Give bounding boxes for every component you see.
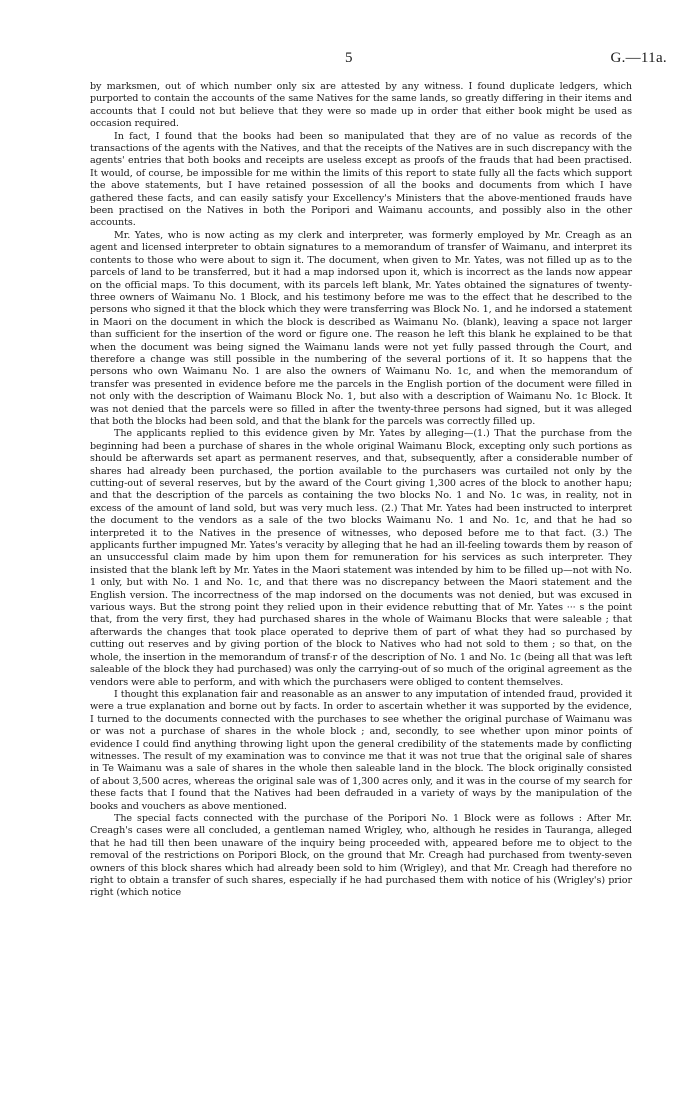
paragraph: by marksmen, out of which number only six are attested by any witness. I found duplicate ledgers, which purported to contain the accounts of the same Natives for the same lands, so greatly differing in their items and accounts that I could not but believe that they were so made up in order that either book might be used as occasion required. (90, 81, 632, 130)
paragraph: The special facts connected with the purchase of the Poripori No. 1 Block were as follows : After Mr. Creagh's cases were all concluded, a gentleman named Wrigley, who, although he resides in Tauranga, alleged that he had till then been unaware of the inquiry being proceeded with, appeared before me to object to the removal of the restrictions on Poripori Block, on the ground that Mr. Creagh had purchased from twenty-seven owners of this block shares which had already been sold to him (Wrigley), and that Mr. Creagh had therefore no right to obtain a transfer of such shares, especially if he had purchased them with notice of his (Wrigley's) prior right (which notice (90, 812, 632, 899)
page-header (0, 50, 700, 74)
body-text (90, 81, 632, 900)
paragraph: The applicants replied to this evidence given by Mr. Yates by alleging—(1.) That the purchase from the beginning had been a purchase of shares in the whole original Waimanu Block, excepting only such portions as should be afterwards set apart as permanent reserves, and that, subsequently, after a considerable number of shares had already been purchased, the portion available to the purchasers was curtailed not only by the cutting-out of several reserves, but by the award of the Court giving 1,300 acres of the block to another hapu; and that the description of the parcels as containing the two blocks No. 1 and No. 1c was, in reality, not in excess of the amount of land sold, but was very much less. (2.) That Mr. Yates had been instructed to interpret the document to the vendors as a sale of the two blocks Waimanu No. 1 and No. 1c, and that he had so interpreted it to the Natives in the presence of witnesses, who deposed before me to that fact. (3.) The applicants further impugned Mr. Yates's veracity by alleging that he had an ill-feeling towards them by reason of an unsuccessful claim made by him upon them for remuneration for his services as such interpreter. They insisted that the blank left by Mr. Yates in the Maori statement was intended by him to be filled up—not with No. 1 only, but with No. 1 and No. 1c, and that there was no discrepancy between the Maori statement and the English version. The incorrectness of the map indorsed on the documents was not denied, but was excused in various ways. But the strong point they relied upon in their evidence rebutting that of Mr. Yates ··· s the point that, from the very first, they had purchased shares in the whole of Waimanu Blocks that were saleable ; that afterwards the changes that took place operated to deprive them of part of what they had so purchased by cutting out reserves and by giving portion of the block to Natives who had not sold to them ; so that, on the whole, the insertion in the memorandum of transf·r of the description of No. 1 and No. 1c (being all that was left saleable of the block they had purchased) was only the carrying-out of so much of the original agreement as the vendors were able to perform, and with which the purchasers were obliged to content themselves. (90, 428, 632, 688)
page-number: 5 (345, 50, 353, 66)
paragraph: In fact, I found that the books had been so manipulated that they are of no value as records of the transactions of the agents with the Natives, and that the receipts of the Natives are in such discrepancy with the agents' entries that both books and receipts are useless except as proofs of the frauds that had been practised. It would, of course, be impossible for me within the limits of this report to state fully all the facts which support the above statements, but I have retained possession of all the books and documents from which I have gathered these facts, and can easily satisfy your Excellency's Ministers that the above-mentioned frauds have been practised on the Natives in both the Poripori and Waimanu accounts, and possibly also in the other accounts. (90, 130, 632, 229)
document-reference: G.—11a. (610, 50, 667, 66)
paragraph: I thought this explanation fair and reasonable as an answer to any imputation of intended fraud, provided it were a true explanation and borne out by facts. In order to ascertain whether it was supported by the evidence, I turned to the documents connected with the purchases to see whether the original purchase of Waimanu was or was not a purchase of shares in the whole block ; and, secondly, to see whether upon minor points of evidence I could find anything throwing light upon the general credibility of the statements made by conflicting witnesses. The result of my examination was to convince me that it was not true that the original sale of shares in Te Waimanu was a sale of shares in the whole then saleable land in the block. The block originally consisted of about 3,500 acres, whereas the original sale was of 1,300 acres only, and it was in the course of my search for these facts that I found that the Natives had been defrauded in a variety of ways by the manipulation of the books and vouchers as above mentioned. (90, 688, 632, 812)
paragraph: Mr. Yates, who is now acting as my clerk and interpreter, was formerly employed by Mr. Creagh as an agent and licensed interpreter to obtain signatures to a memorandum of transfer of Waimanu, and interpret its contents to those who were about to sign it. The document, when given to Mr. Yates, was not filled up as to the parcels of land to be transferred, but it had a map indorsed upon it, which is incorrect as the lands now appear on the official maps. To this document, with its parcels left blank, Mr. Yates obtained the signatures of twenty-three owners of Waimanu No. 1 Block, and his testimony before me was to the effect that he described to the persons who signed it that the block which they were transferring was Block No. 1, and he indorsed a statement in Maori on the document in which the block is described as Waimanu No. (blank), leaving a space not larger than sufficient for the insertion of the word or figure one. The reason he left this blank he explained to be that when the document was being signed the Waimanu lands were not yet fully passed through the Court, and therefore a change was still possible in the numbering of the several portions of it. It so happens that the persons who own Waimanu No. 1 are also the owners of Waimanu No. 1c, and when the memorandum of transfer was presented in evidence before me the parcels in the English portion of the document were filled in not only with the description of Waimanu Block No. 1, but also with a description of Waimanu No. 1c Block. It was not denied that the parcels were so filled in after the twenty-three persons had signed, but it was alleged that both the blocks had been sold, and that the blank for the parcels was correctly filled up. (90, 229, 632, 427)
